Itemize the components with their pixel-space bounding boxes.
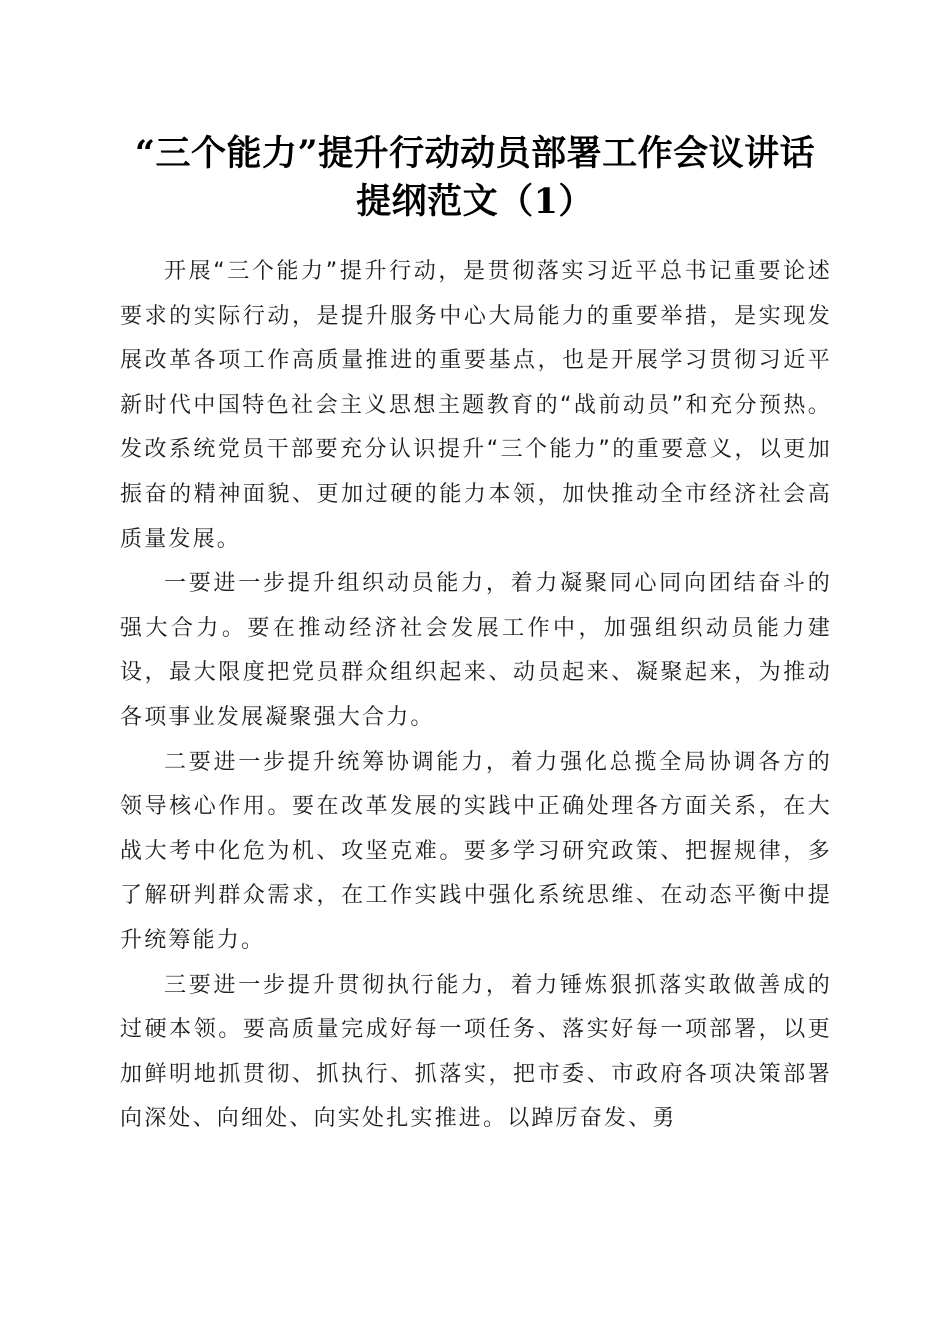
document-body (120, 250, 832, 1142)
title-line-1: “三个能力”提升行动动员部署工作会议讲话 (134, 133, 816, 174)
paragraph-organize-mobilize: 一要进一步提升组织动员能力，着力凝聚同心同向团结奋斗的强大合力。要在推动经济社会发展工作中，加强组织动员能力建设，最大限度把党员群众组织起来、动员起来、凝聚起来，为推动各项事业发展凝聚强大合力。 (120, 571, 832, 730)
paragraph-coordinate: 二要进一步提升统筹协调能力，着力强化总揽全局协调各方的领导核心作用。要在改革发展的实践中正确处理各方面关系，在大战大考中化危为机、攻坚克难。要多学习研究政策、把握规律，多了解研判群众需求，在工作实践中强化系统思维、在动态平衡中提升统筹能力。 (120, 749, 832, 953)
paragraph-execute: 三要进一步提升贯彻执行能力，着力锤炼狠抓落实敢做善成的过硬本领。要高质量完成好每一项任务、落实好每一项部署，以更加鲜明地抓贯彻、抓执行、抓落实，把市委、市政府各项决策部署向深处、向细处、向实处扎实推进。以踔厉奋发、勇 (120, 972, 832, 1132)
paragraph-intro: 开展“三个能力”提升行动，是贯彻落实习近平总书记重要论述要求的实际行动，是提升服务中心大局能力的重要举措，是实现发展改革各项工作高质量推进的重要基点，也是开展学习贯彻习近平新时代中国特色社会主义思想主题教育的“战前动员”和充分预热。发改系统党员干部要充分认识提升“三个能力”的重要意义，以更加振奋的精神面貌、更加过硬的能力本领，加快推动全市经济社会高质量发展。 (120, 259, 832, 552)
title-line-2: 提纲范文（1） (356, 181, 594, 222)
document-title (100, 130, 850, 226)
